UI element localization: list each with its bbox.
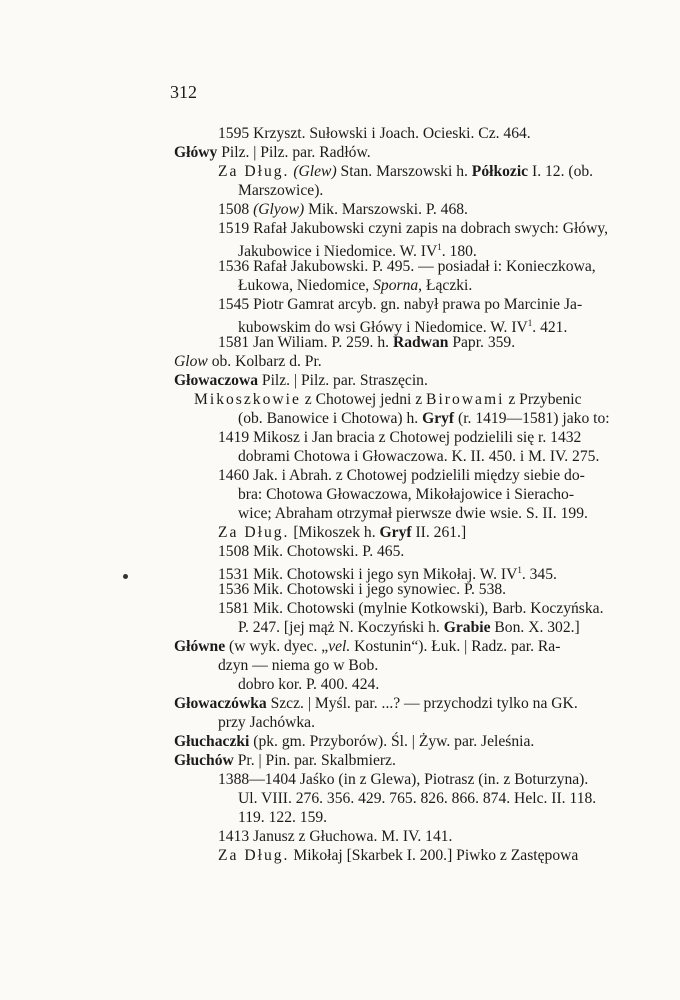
text-line (218, 428, 581, 447)
text-line (218, 827, 452, 846)
text-segment: Stan. Marszowski h. (336, 163, 472, 180)
text-segment: 1536 Rafał Jakubowski. P. 495. — posiadał i: Konieczkowa, (218, 258, 596, 275)
text-segment: 1 (527, 318, 533, 328)
text-segment: I. 12. (ob. (528, 163, 594, 180)
text-segment: (pk. gm. Przyborów). Śl. | Żyw. par. Jeleśnia. (249, 733, 535, 750)
ink-dot (123, 574, 128, 579)
text-line (174, 352, 322, 371)
text-segment: Gryf (422, 410, 455, 427)
text-segment: Kostunin“). Łuk. | Radz. par. Ra- (350, 638, 561, 655)
text-segment: 1508 Mik. Chotowski. P. 465. (218, 543, 405, 560)
text-segment: Za Dług. (218, 524, 290, 541)
text-segment: Głuchaczki (174, 733, 250, 750)
text-line (218, 295, 582, 314)
text-segment: dzyn — niema go w Bob. (218, 657, 379, 674)
text-segment: (ob. Banowice i Chotowa) h. (238, 410, 423, 427)
text-line (238, 675, 379, 694)
text-segment: 1460 Jak. i Abrah. z Chotowej podzielili między siebie do- (218, 467, 585, 484)
text-segment: Głowaczowa (174, 372, 259, 389)
text-line (238, 485, 574, 504)
text-segment: Jakubowice i Niedomice. W. IV (238, 243, 438, 261)
text-segment: Mikoszkowie (194, 391, 301, 408)
text-segment: (Glew) (293, 163, 337, 180)
text-segment: Sporna (373, 277, 419, 294)
text-segment: Głowaczówka (174, 695, 267, 712)
text-segment: Głuchów (174, 752, 234, 769)
text-line (238, 181, 323, 200)
text-line (238, 789, 596, 808)
text-segment: Grabie (443, 619, 491, 636)
text-line (238, 618, 580, 637)
text-line (218, 770, 588, 789)
text-segment: (Glyow) (253, 201, 305, 218)
text-segment: Birowami (426, 391, 505, 408)
text-line (238, 447, 599, 466)
text-segment: 1 (437, 242, 442, 252)
text-segment: Gryf (379, 524, 412, 541)
text-segment: 119. 122. 159. (238, 809, 328, 826)
text-segment: kubowskim do wsi Główy i Niedomice. W. IV (238, 319, 528, 337)
text-line (218, 523, 466, 542)
text-segment: 1413 Janusz z Głuchowa. M. IV. 141. (218, 828, 453, 845)
text-segment: Bon. X. 302.] (490, 619, 580, 636)
text-segment: bra: Chotowa Głowaczowa, Mikołajowice i Sieracho- (238, 486, 575, 503)
text-segment: Pilz. | Pilz. par. Radłów. (217, 144, 371, 161)
text-line (238, 504, 588, 523)
text-line (238, 409, 610, 428)
text-line (218, 124, 531, 143)
text-line (218, 599, 603, 618)
text-segment: Łukowa, Niedomice, (238, 277, 374, 294)
text-line (218, 162, 593, 181)
text-segment: 1419 Mikosz i Jan bracia z Chotowej podzielili się r. 1432 (218, 429, 582, 446)
text-segment: vel. (328, 638, 351, 655)
text-segment: 1581 Mik. Chotowski (mylnie Kotkowski), Barb. Koczyńska. (218, 600, 604, 617)
text-segment: ob. Kolbarz d. Pr. (207, 353, 322, 370)
text-line (218, 200, 468, 219)
text-segment: 1 (517, 565, 522, 575)
text-segment: dobro kor. P. 400. 424. (238, 676, 380, 693)
text-segment: przy Jachówka. (218, 714, 315, 731)
text-segment: Za Dług. (218, 163, 290, 180)
text-segment: Szcz. | Myśl. par. ...? — przychodzi tylko na GK. (266, 695, 578, 712)
text-segment: P. 247. [jej mąż N. Koczyński h. (238, 619, 444, 636)
page-number: 312 (170, 82, 197, 102)
text-segment: 1508 (218, 201, 254, 218)
text-line (194, 390, 582, 409)
text-line (218, 219, 608, 238)
text-line (218, 713, 315, 732)
text-segment: Główne (174, 638, 226, 655)
text-segment: 1581 Jan Wiliam. P. 259. h. (218, 334, 393, 351)
text-line (238, 808, 327, 827)
text-segment: Pr. | Pin. par. Skalbmierz. (233, 752, 396, 769)
text-segment: z Chotowej jedni z (300, 391, 427, 408)
text-line (174, 371, 428, 390)
text-segment: dobrami Chotowa i Głowaczowa. K. II. 450. i M. IV. 275. (238, 448, 600, 465)
text-segment: Za Dług. (218, 847, 290, 864)
text-segment: Pilz. | Pilz. par. Straszęcin. (258, 372, 428, 389)
text-line (218, 656, 378, 675)
text-segment: Glow (174, 353, 208, 370)
text-line (218, 333, 515, 352)
text-line (218, 466, 585, 485)
text-line (174, 637, 560, 656)
text-segment: . 421. (532, 319, 568, 337)
text-segment: Mikołaj [Skarbek I. 200.] Piwko z Zastępowa (289, 847, 579, 864)
text-segment: 1545 Piotr Gamrat arcyb. gn. nabył prawa po Marcinie Ja- (218, 296, 583, 313)
text-line (218, 846, 578, 865)
text-segment: Radwan (392, 334, 449, 351)
text-segment: 1536 Mik. Chotowski i jego synowiec. P. 538. (218, 581, 507, 598)
text-segment: (r. 1419—1581) jako to: (454, 410, 610, 427)
text-segment: , Łączki. (418, 277, 473, 294)
text-segment: Mik. Marszowski. P. 468. (304, 201, 468, 218)
text-line (174, 694, 578, 713)
text-line (174, 751, 396, 770)
text-segment: 1595 Krzyszt. Sułowski i Joach. Ocieski. Cz. 464. (218, 125, 531, 142)
text-segment: II. 261.] (411, 524, 467, 541)
text-segment: Główy (174, 144, 218, 161)
text-line (218, 580, 506, 599)
text-segment: . 345. (521, 566, 557, 584)
text-line (218, 542, 404, 561)
text-line (174, 143, 371, 162)
text-segment: 1388—1404 Jaśko (in z Glewa), Piotrasz (in. z Boturzyna). (218, 771, 589, 788)
text-segment: wice; Abraham otrzymał pierwsze dwie wsie. S. II. 199. (238, 505, 588, 522)
text-segment: . 180. (441, 243, 477, 261)
text-line (174, 732, 534, 751)
text-line (238, 276, 472, 295)
text-segment: Marszowice). (238, 182, 324, 199)
text-segment: z Przybenic (504, 391, 582, 408)
text-segment: Papr. 359. (448, 334, 516, 351)
text-segment: Półkozic (471, 163, 529, 180)
text-segment: 1519 Rafał Jakubowski czyni zapis na dobrach swych: Główy, (218, 220, 609, 237)
text-segment: (w wyk. dyec. „ (225, 638, 329, 655)
text-line (218, 257, 596, 276)
text-segment: [Mikoszek h. (289, 524, 380, 541)
text-segment: 1531 Mik. Chotowski i jego syn Mikołaj. W. IV (218, 566, 518, 584)
text-segment: Ul. VIII. 276. 356. 429. 765. 826. 866. 874. Helc. II. 118. (238, 790, 597, 807)
